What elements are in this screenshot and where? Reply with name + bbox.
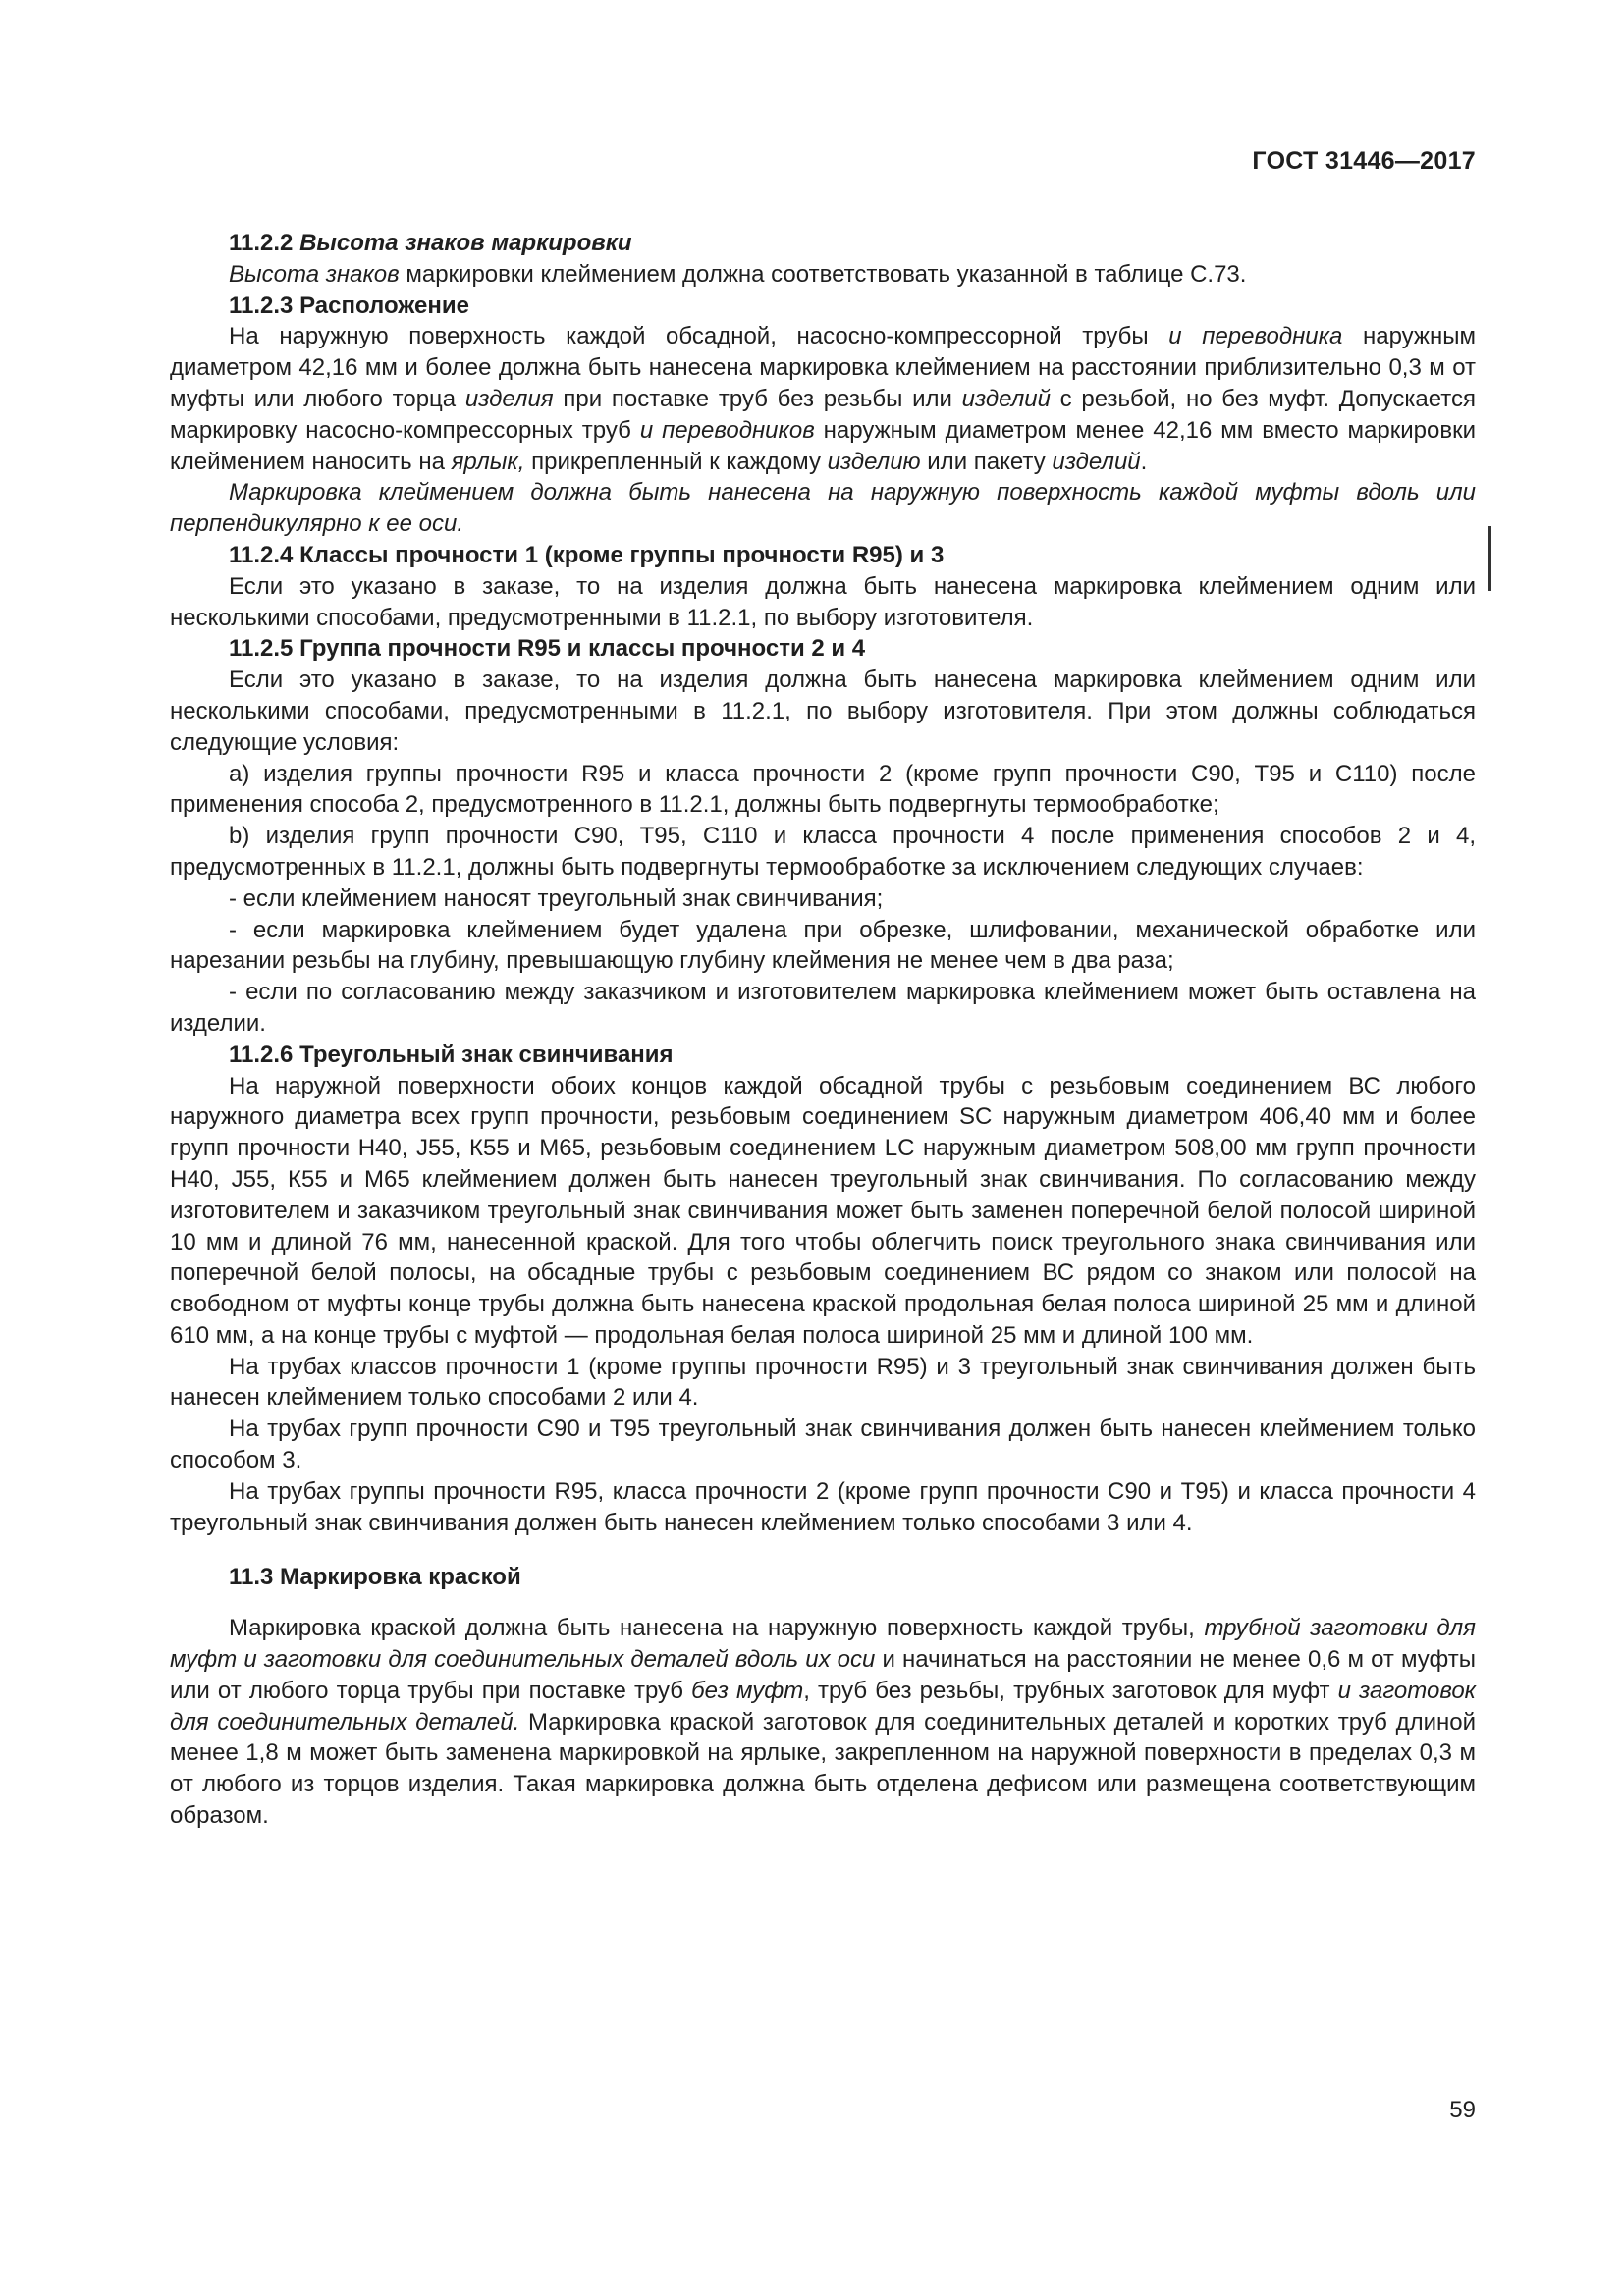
section-11-3-heading: 11.3 Маркировка краской [229,1564,521,1591]
section-11-2-4-paragraph: Если это указано в заказе, то на изделия должна быть нанесена маркировка клеймением одним или несколькими способами, предусмотренными в 11.2.1, по выбору изготовителя. [170,572,1476,631]
italic-run: изделий [961,385,1051,412]
dash-item-3: - если по согласованию между заказчиком и изготовителем маркировка клеймением может быть оставлена на изделии. [170,979,1476,1037]
text-run: , труб без резьбы, трубных заготовок для муфт [803,1677,1338,1704]
section-11-2-6-paragraph-4: На трубах группы прочности R95, класса прочности 2 (кроме групп прочности С90 и Т95) и класса прочности 4 треугольный знак свинчивания должен быть нанесен клеймением только способами 3 или 4. [170,1477,1476,1536]
dash-item-2: - если маркировка клеймением будет удалена при обрезке, шлифовании, механической обработке или нарезании резьбы на глубину, превышающую глубину клеймения не менее чем в два раза; [170,916,1476,975]
page-number: 59 [1449,2097,1476,2123]
text-run: маркировки клеймением должна соответствовать указанной в таблице С.73. [399,260,1247,288]
text-run: при поставке труб без резьбы или [553,385,962,412]
list-item-a: а) изделия группы прочности R95 и класса прочности 2 (кроме групп прочности С90, Т95 и С110) после применения способа 2, предусмотренного в 11.2.1, должны быть подвергнуты термообработке; [170,760,1476,819]
section-11-2-6-paragraph-2: На трубах классов прочности 1 (кроме группы прочности R95) и 3 треугольный знак свинчивания должен быть нанесен клеймением только способами 2 или 4. [170,1353,1476,1412]
section-11-2-2-paragraph [170,259,1476,291]
italic-run: изделию [827,448,921,475]
section-11-2-5-paragraph: Если это указано в заказе, то на изделия должна быть нанесена маркировка клеймением одним или несколькими способами, предусмотренными в 11.2.1, по выбору изготовителя. При этом должны соблюдаться следующие условия: [170,667,1476,756]
text-run: с резьбой, но без муфт. Допускается маркировку насосно-компрессорных труб [170,385,1476,444]
text-run: Маркировка краской заготовок для соединительных деталей и коротких труб длиной менее 1,8 м может быть заменена маркировкой на ярлыке, закрепленном на наружной поверхности в пределах 0,3 м от любого из торцов изделия. Такая маркировка должна быть отделена дефисом или размещена соответствующим образом. [170,1708,1476,1830]
section-11-2-4-heading: 11.2.4 Классы прочности 1 (кроме группы прочности R95) и 3 [229,541,945,568]
italic-run: изделия [464,385,554,412]
section-title: Высота знаков маркировки [299,230,632,256]
text-run: . [1140,448,1148,475]
text-run: наружным диаметром 42,16 мм и более должна быть нанесена маркировка клеймением на расстоянии приблизительно 0,3 м от муфты или любого торца [170,323,1476,412]
section-number: 11.2.2 [229,230,300,256]
section-11-2-6-heading: 11.2.6 Треугольный знак свинчивания [229,1041,674,1068]
section-11-2-2-heading [170,228,1476,259]
text-run: прикрепленный к каждому [524,448,828,475]
list-item-b: b) изделия групп прочности С90, Т95, С110 и класса прочности 4 после применения способов 2 и 4, предусмотренных в 11.2.1, должны быть подвергнуты термообработке за исключением следующих случаев: [170,823,1476,881]
section-11-3-paragraph [170,1613,1476,1832]
section-11-2-5-heading: 11.2.5 Группа прочности R95 и классы прочности 2 и 4 [229,635,866,663]
section-11-2-3-paragraph-1 [170,321,1476,477]
text-run: На наружную поверхность каждой обсадной, насосно-компрессорной трубы [229,323,1169,350]
italic-run: трубной заготовки для муфт и заготовки для соединительных деталей вдоль их оси [170,1615,1477,1674]
section-11-2-3-heading: 11.2.3 Расположение [229,292,469,319]
italic-run: и переводника [1168,323,1343,350]
text-run: Маркировка краской должна быть нанесена на наружную поверхность каждой трубы, [229,1615,1205,1642]
italic-run: без муфт [691,1677,804,1704]
text-run: и начинаться на расстоянии не менее 0,6 м от муфты или от любого торца трубы при поставке труб [170,1646,1476,1704]
dash-item-1: - если клеймением наносят треугольный знак свинчивания; [229,884,884,912]
text-run: или пакету [920,448,1053,475]
italic-run: и заготовок для соединительных деталей. [170,1677,1476,1735]
standard-code: ГОСТ 31446—2017 [1252,147,1476,175]
change-bar [1488,526,1491,591]
italic-run: изделий [1052,448,1141,475]
document-body [170,228,1476,1832]
section-11-2-6-paragraph-1: На наружной поверхности обоих концов каждой обсадной трубы с резьбовым соединением ВС любого наружного диаметра всех групп прочности, резьбовым соединением SC наружным диаметром 406,40 мм и более групп прочности Н40, J55, К55 и М65, резьбовым соединением LC наружным диаметром 508,00 мм групп прочности Н40, J55, К55 и М65 клеймением должен быть нанесен треугольный знак свинчивания. По согласованию между изготовителем и заказчиком треугольный знак свинчивания может быть заменен поперечной белой полосой шириной 10 мм и длиной 76 мм, нанесенной краской. Для того чтобы облегчить поиск треугольного знака свинчивания или поперечной белой полосы, на обсадные трубы с резьбовым соединением ВС рядом со знаком или полосой на свободном от муфты конце трубы должна быть нанесена краской продольная белая полоса шириной 25 мм и длиной 610 мм, а на конце трубы с муфтой — продольная белая полоса шириной 25 мм и длиной 100 мм. [170,1072,1476,1349]
italic-run: ярлык, [451,448,525,475]
section-11-2-3-paragraph-2: Маркировка клеймением должна быть нанесена на наружную поверхность каждой муфты вдоль или перпендикулярно к ее оси. [170,479,1476,538]
text-run: наружным диаметром менее 42,16 мм вместо маркировки клеймением наносить на [170,416,1477,475]
italic-run: Высота знаков [229,260,400,288]
section-11-2-6-paragraph-3: На трубах групп прочности С90 и Т95 треугольный знак свинчивания должен быть нанесен клеймением только способом 3. [170,1415,1476,1474]
italic-run: и переводников [639,416,815,444]
